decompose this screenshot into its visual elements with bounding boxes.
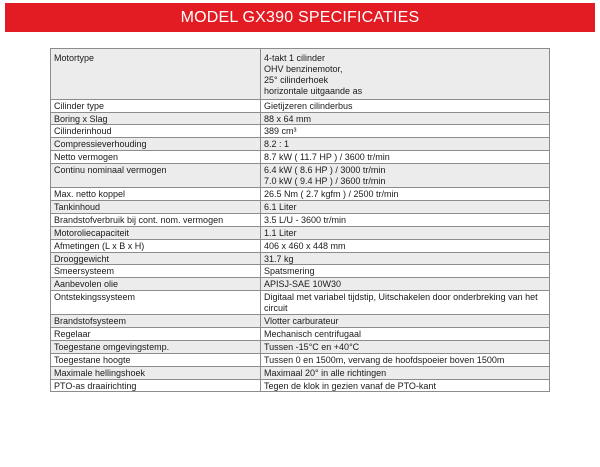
spec-value — [261, 200, 550, 213]
table-row — [51, 315, 550, 328]
spec-value — [261, 252, 550, 265]
spec-label: Brandstofsysteem — [51, 315, 261, 328]
spec-value-line: Digitaal met variabel tijdstip, Uitschakelen door onderbreking van het circuit — [264, 292, 538, 314]
table-row — [51, 252, 550, 265]
spec-label: Maximale hellingshoek — [51, 366, 261, 379]
table-row — [51, 138, 550, 151]
table-row — [51, 327, 550, 340]
spec-value-line: Tegen de klok in gezien vanaf de PTO-kant — [264, 380, 436, 391]
spec-label: Netto vermogen — [51, 151, 261, 164]
spec-value — [261, 226, 550, 239]
table-row — [51, 99, 550, 112]
spec-label: Aanbevolen olie — [51, 278, 261, 291]
spec-value — [261, 278, 550, 291]
spec-value — [261, 187, 550, 200]
spec-value-line: OHV benzinemotor, — [264, 63, 343, 74]
spec-value-line: Tussen -15°C en +40°C — [264, 341, 360, 352]
table-row — [51, 151, 550, 164]
table-row — [51, 200, 550, 213]
page-title: MODEL GX390 SPECIFICATIES — [5, 3, 595, 32]
spec-label: Max. netto koppel — [51, 187, 261, 200]
spec-value — [261, 112, 550, 125]
table-row — [51, 278, 550, 291]
spec-value-line: 88 x 64 mm — [264, 113, 312, 124]
spec-value-line: Spatsmering — [264, 266, 315, 277]
spec-value — [261, 151, 550, 164]
table-row — [51, 291, 550, 315]
spec-value-line: 31.7 kg — [264, 253, 294, 264]
spec-value — [261, 239, 550, 252]
spec-table — [50, 48, 550, 392]
spec-label: Smeersysteem — [51, 265, 261, 278]
spec-value — [261, 164, 550, 188]
spec-label: Regelaar — [51, 327, 261, 340]
table-row — [51, 366, 550, 379]
spec-value-line: 6.4 kW ( 8.6 HP ) / 3000 tr/min — [264, 165, 386, 176]
spec-value-line: 7.0 kW ( 9.4 HP ) / 3600 tr/min — [264, 176, 386, 187]
spec-value — [261, 265, 550, 278]
table-row — [51, 125, 550, 138]
spec-label: Toegestane omgevingstemp. — [51, 340, 261, 353]
spec-value-line: Maximaal 20° in alle richtingen — [264, 367, 387, 378]
spec-value — [261, 353, 550, 366]
spec-value — [261, 213, 550, 226]
spec-label: Cilinder type — [51, 99, 261, 112]
spec-value — [261, 366, 550, 379]
spec-value-line: 1.1 Liter — [264, 227, 297, 238]
table-row — [51, 239, 550, 252]
spec-value — [261, 327, 550, 340]
spec-label: Boring x Slag — [51, 112, 261, 125]
spec-label: Ontstekingssysteem — [51, 291, 261, 315]
spec-label: Cilinderinhoud — [51, 125, 261, 138]
table-row — [51, 187, 550, 200]
table-row — [51, 164, 550, 188]
table-row — [51, 49, 550, 100]
spec-value — [261, 138, 550, 151]
table-row — [51, 213, 550, 226]
spec-value — [261, 291, 550, 315]
table-row — [51, 340, 550, 353]
spec-value-line: 4-takt 1 cilinder — [264, 53, 326, 63]
spec-value — [261, 49, 550, 100]
spec-value — [261, 315, 550, 328]
table-row — [51, 353, 550, 366]
spec-label: Toegestane hoogte — [51, 353, 261, 366]
spec-value — [261, 99, 550, 112]
spec-value-line: Vlotter carburateur — [264, 316, 339, 327]
table-row — [51, 226, 550, 239]
spec-value-line: 3.5 L/U - 3600 tr/min — [264, 214, 347, 225]
spec-value-line: Gietijzeren cilinderbus — [264, 100, 353, 111]
spec-value-line: APISJ-SAE 10W30 — [264, 279, 342, 290]
spec-label: Compressieverhouding — [51, 138, 261, 151]
spec-value-line: Mechanisch centrifugaal — [264, 328, 362, 339]
spec-label: Afmetingen (L x B x H) — [51, 239, 261, 252]
spec-label: Motortype — [51, 49, 261, 100]
table-row — [51, 379, 550, 392]
spec-label: Tankinhoud — [51, 200, 261, 213]
spec-value-line: 389 cm³ — [264, 126, 297, 137]
table-row — [51, 265, 550, 278]
spec-value-line: 26.5 Nm ( 2.7 kgfm ) / 2500 tr/min — [264, 188, 399, 199]
spec-value-line: 406 x 460 x 448 mm — [264, 240, 346, 251]
spec-label: Brandstofverbruik bij cont. nom. vermogen — [51, 213, 261, 226]
spec-value-line: 8.2 : 1 — [264, 139, 290, 150]
spec-label: Continu nominaal vermogen — [51, 164, 261, 188]
spec-value — [261, 125, 550, 138]
spec-value-line: horizontale uitgaande as — [264, 85, 363, 96]
spec-value-line: 8.7 kW ( 11.7 HP ) / 3600 tr/min — [264, 152, 390, 163]
spec-value — [261, 379, 550, 392]
spec-label: PTO-as draairichting — [51, 379, 261, 392]
spec-value — [261, 340, 550, 353]
spec-label: Motoroliecapaciteit — [51, 226, 261, 239]
spec-value-line: 25° cilinderhoek — [264, 74, 329, 85]
spec-label: Drooggewicht — [51, 252, 261, 265]
table-row — [51, 112, 550, 125]
spec-value-line: Tussen 0 en 1500m, vervang de hoofdspoeier boven 1500m — [264, 354, 505, 365]
spec-value-line: 6.1 Liter — [264, 201, 297, 212]
